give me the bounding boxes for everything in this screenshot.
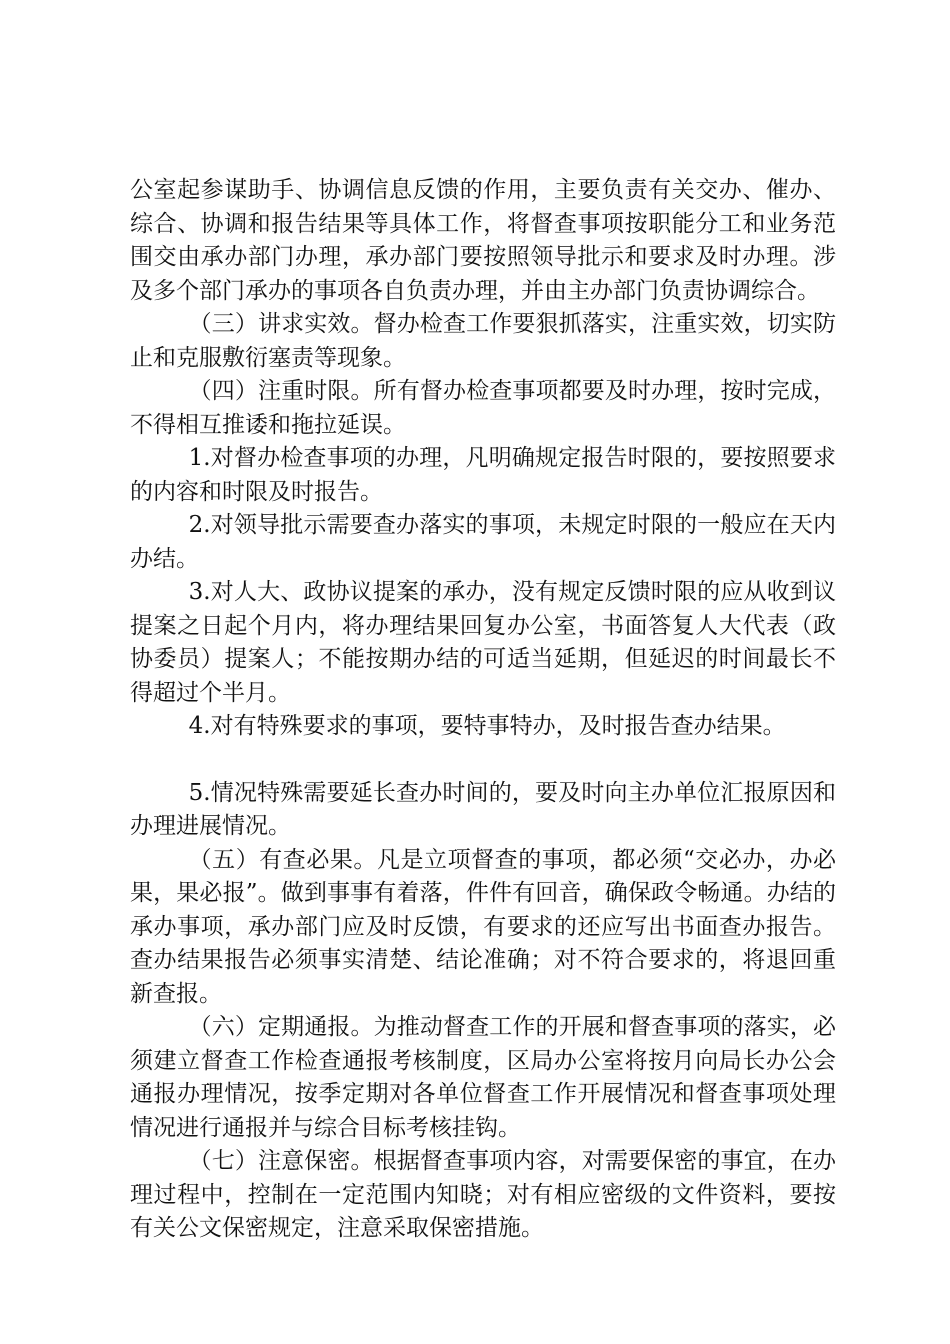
paragraph-item-5: 5.情况特殊需要延长查办时间的，要及时向主办单位汇报原因和办理进展情况。 (130, 779, 836, 839)
paragraph-intro-continuation: 公室起参谋助手、协调信息反馈的作用，主要负责有关交办、催办、综合、协调和报告结果等具体工作，将督查事项按职能分工和业务范围交由承办部门办理，承办部门要按照领导批示和要求及时办理。涉及多个部门承办的事项各自负责办理，并由主办部门负责协调综合。 (130, 177, 836, 304)
paragraph-item-2: 2.对领导批示需要查办落实的事项，未规定时限的一般应在天内办结。 (130, 512, 836, 572)
paragraph-section-7: （七）注意保密。根据督查事项内容，对需要保密的事宜，在办理过程中，控制在一定范围内知晓；对有相应密级的文件资料，要按有关公文保密规定，注意采取保密措施。 (130, 1148, 836, 1241)
paragraph-section-5: （五）有查必果。凡是立项督查的事项，都必须“交必办，办必果，果必报”。做到事事有着落，件件有回音，确保政令畅通。办结的承办事项，承办部门应及时反馈，有要求的还应写出书面查办报告。查办结果报告必须事实清楚、结论准确；对不符合要求的，将退回重新查报。 (130, 846, 836, 1007)
paragraph-section-6: （六）定期通报。为推动督查工作的开展和督查事项的落实，必须建立督查工作检查通报考核制度，区局办公室将按月向局长办公会通报办理情况，按季定期对各单位督查工作开展情况和督查事项处理情况进行通报并与综合目标考核挂钩。 (130, 1014, 836, 1141)
paragraph-item-1: 1.对督办检查事项的办理，凡明确规定报告时限的，要按照要求的内容和时限及时报告。 (130, 445, 836, 505)
document-body (130, 174, 836, 1246)
paragraph-item-4: 4.对有特殊要求的事项，要特事特办，及时报告查办结果。 (188, 713, 786, 739)
paragraph-item-3: 3.对人大、政协议提案的承办，没有规定反馈时限的应从收到议提案之日起个月内，将办理结果回复办公室，书面答复人大代表（政协委员）提案人；不能按期办结的可适当延期，但延迟的时间最长不得超过个半月。 (130, 579, 836, 706)
paragraph-section-4: （四）注重时限。所有督办检查事项都要及时办理，按时完成，不得相互推诿和拖拉延误。 (130, 378, 836, 438)
paragraph-section-3: （三）讲求实效。督办检查工作要狠抓落实，注重实效，切实防止和克服敷衍塞责等现象。 (130, 311, 836, 371)
